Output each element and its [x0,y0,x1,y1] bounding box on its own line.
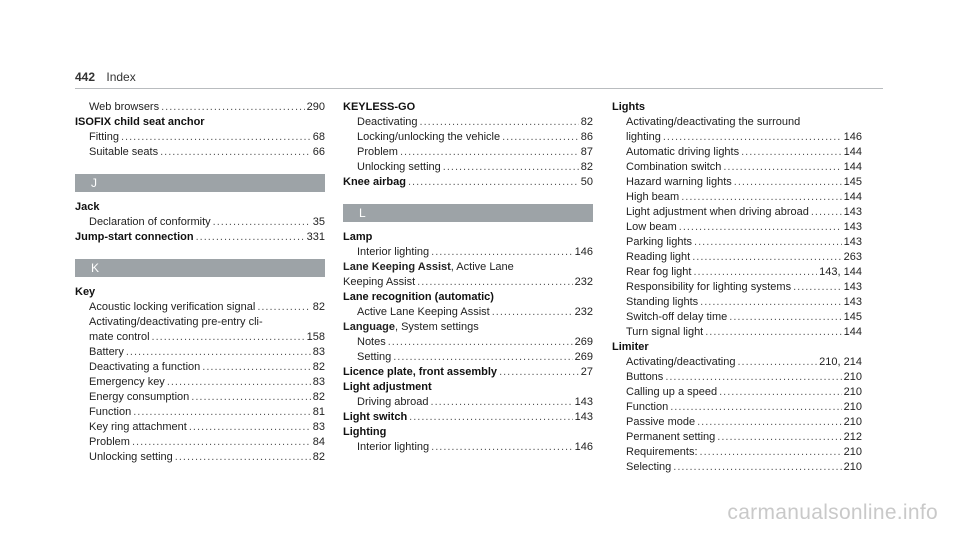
index-entry: Low beam ..... 143 [612,220,862,235]
section-title: Index [106,70,136,84]
page-header [75,70,136,84]
index-entry: mate control ..... 158 [75,330,325,345]
index-heading: Lights [612,101,645,113]
index-entry: Activating/deactivating ..... 210, 214 [612,355,862,370]
index-heading: KEYLESS-GO [343,101,416,113]
index-entry: Web browsers ..... 290 [75,100,325,115]
index-entry: Acoustic locking verification signal ..... 82 [75,300,325,315]
index-entry: Fitting ..... 68 [75,130,325,145]
index-entry: Calling up a speed ..... 210 [612,385,862,400]
index-heading: Light adjustment [343,381,432,393]
index-entry: Permanent setting ..... 212 [612,430,862,445]
index-column-2 [343,100,593,455]
index-entry: Standing lights ..... 143 [612,295,862,310]
page-number: 442 [75,70,96,84]
index-entry: Rear fog light ..... 143, 144 [612,265,862,280]
index-entry: Light switch ..... 143 [343,410,593,425]
index-entry: Deactivating a function ..... 82 [75,360,325,375]
index-entry: Automatic driving lights ..... 144 [612,145,862,160]
index-entry: Deactivating ..... 82 [343,115,593,130]
index-entry: Energy consumption ..... 82 [75,390,325,405]
index-heading: Lane recognition (automatic) [343,291,494,303]
index-entry: Driving abroad ..... 143 [343,395,593,410]
watermark: carmanualsonline.info [727,501,938,524]
index-entry: Parking lights ..... 143 [612,235,862,250]
index-column-1 [75,100,325,465]
index-entry: Locking/unlocking the vehicle ..... 86 [343,130,593,145]
index-column-3 [612,100,862,475]
index-entry: Requirements: ..... 210 [612,445,862,460]
index-heading-inline: Language, System settings [343,321,479,333]
index-entry: Reading light ..... 263 [612,250,862,265]
index-entry: Selecting ..... 210 [612,460,862,475]
letter-divider-k: K [75,259,325,277]
index-entry: Suitable seats ..... 66 [75,145,325,160]
index-entry: Knee airbag ..... 50 [343,175,593,190]
index-entry: Declaration of conformity ..... 35 [75,215,325,230]
index-entry: Battery ..... 83 [75,345,325,360]
index-entry: Problem ..... 84 [75,435,325,450]
index-entry: lighting ..... 146 [612,130,862,145]
index-entry: Turn signal light ..... 144 [612,325,862,340]
index-entry: Responsibility for lighting systems ..... 143 [612,280,862,295]
index-entry: Key ring attachment ..... 83 [75,420,325,435]
index-heading: Lamp [343,231,373,243]
index-entry-continued: Activating/deactivating the surround [626,116,801,128]
index-entry: Interior lighting ..... 146 [343,440,593,455]
index-entry: Function ..... 81 [75,405,325,420]
index-entry-continued: Activating/deactivating pre-entry cli- [89,316,263,328]
index-entry: Problem ..... 87 [343,145,593,160]
index-entry: Combination switch ..... 144 [612,160,862,175]
index-entry: Buttons ..... 210 [612,370,862,385]
index-heading: Limiter [612,341,649,353]
index-entry: Emergency key ..... 83 [75,375,325,390]
index-entry: Interior lighting ..... 146 [343,245,593,260]
letter-divider-l: L [343,204,593,222]
index-heading: Lighting [343,426,387,438]
index-entry: Switch-off delay time ..... 145 [612,310,862,325]
index-entry: Unlocking setting ..... 82 [75,450,325,465]
header-rule [75,88,883,89]
index-entry: High beam ..... 144 [612,190,862,205]
index-entry: Notes ..... 269 [343,335,593,350]
index-entry: Licence plate, front assembly ..... 27 [343,365,593,380]
index-entry: Passive mode ..... 210 [612,415,862,430]
index-heading: ISOFIX child seat anchor [75,116,205,128]
index-entry: Keeping Assist ..... 232 [343,275,593,290]
index-entry: Jump-start connection ..... 331 [75,230,325,245]
index-heading: Jack [75,201,100,213]
index-heading: Key [75,286,96,298]
index-entry: Setting ..... 269 [343,350,593,365]
index-entry: Hazard warning lights ..... 145 [612,175,862,190]
index-entry: Light adjustment when driving abroad ..... 143 [612,205,862,220]
index-heading-inline: Lane Keeping Assist, Active Lane [343,261,514,273]
letter-divider-j: J [75,174,325,192]
index-entry: Unlocking setting ..... 82 [343,160,593,175]
index-entry: Active Lane Keeping Assist ..... 232 [343,305,593,320]
index-entry: Function ..... 210 [612,400,862,415]
